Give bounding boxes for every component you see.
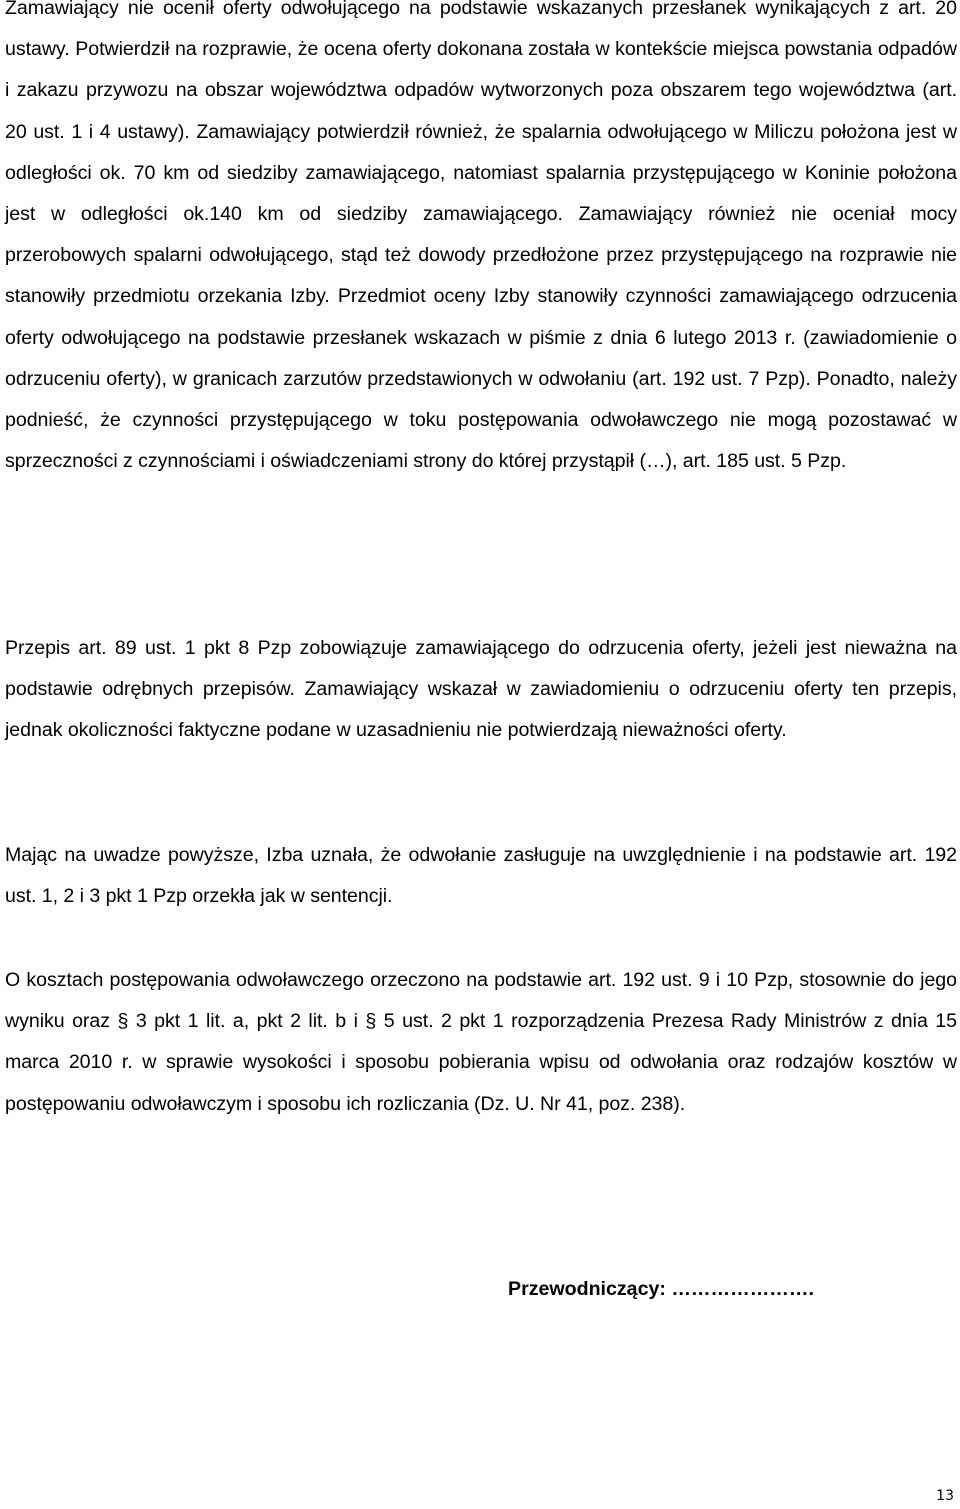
paragraph-nullity-provision: Przepis art. 89 ust. 1 pkt 8 Pzp zobowiązuje zamawiającego do odrzucenia oferty, jeżeli jest nieważna na podstawie odrębnych przepisów. Zamawiający wskazał w zawiadomieniu o odrzuceniu oferty ten przepis, jednak okoliczności faktyczne podane w uzasadnieniu nie potwierdzają nieważności oferty. bbox=[5, 637, 957, 742]
paragraph-costs: O kosztach postępowania odwoławczego orzeczono na podstawie art. 192 ust. 9 i 10 Pzp, stosownie do jego wyniku oraz § 3 pkt 1 lit. a, pkt 2 lit. b i § 5 ust. 2 pkt 1 rozporządzenia Prezesa Rady Ministrów z dnia 15 marca 2010 r. w sprawie wysokości i sposobu pobierania wpisu od odwołania oraz rodzajów kosztów w postępowaniu odwoławczym i sposobu ich rozliczania (Dz. U. Nr 41, poz. 238). bbox=[5, 969, 957, 1115]
paragraph-ruling: Mając na uwadze powyższe, Izba uznała, że odwołanie zasługuje na uwzględnienie i na podstawie art. 192 ust. 1, 2 i 3 pkt 1 Pzp orzekła jak w sentencji. bbox=[5, 844, 957, 908]
paragraph-assessment-of-offer: Zamawiający nie ocenił oferty odwołującego na podstawie wskazanych przesłanek wynikających z art. 20 ustawy. Potwierdził na rozprawie, że ocena oferty dokonana została w kontekście miejsca powstania odpadów i zakazu przywozu na obszar województwa odpadów wytworzonych poza obszarem tego województwa (art. 20 ust. 1 i 4 ustawy). Zamawiający potwierdził również, że spalarnia odwołującego w Miliczu położona jest w odległości ok. 70 km od siedziby zamawiającego, natomiast spalarnia przystępującego w Koninie położona jest w odległości ok.140 km od siedziby zamawiającego. Zamawiający również nie oceniał mocy przerobowych spalarni odwołującego, stąd też dowody przedłożone przez przystępującego na rozprawie nie stanowiły przedmiotu orzekania Izby. Przedmiot oceny Izby stanowiły czynności zamawiającego odrzucenia oferty odwołującego na podstawie przesłanek wskazach w piśmie z dnia 6 lutego 2013 r. (zawiadomienie o odrzuceniu oferty), w granicach zarzutów przedstawionych w odwołaniu (art. 192 ust. 7 Pzp). Ponadto, należy podnieść, że czynności przystępującego w toku postępowania odwoławczego nie mogą pozostawać w sprzeczności z czynnościami i oświadczeniami strony do której przystąpił (…), art. 185 ust. 5 Pzp. bbox=[5, 0, 957, 473]
page-number: 13 bbox=[936, 1488, 954, 1504]
chairman-signature-line: Przewodniczący: …………………. bbox=[508, 1278, 814, 1300]
